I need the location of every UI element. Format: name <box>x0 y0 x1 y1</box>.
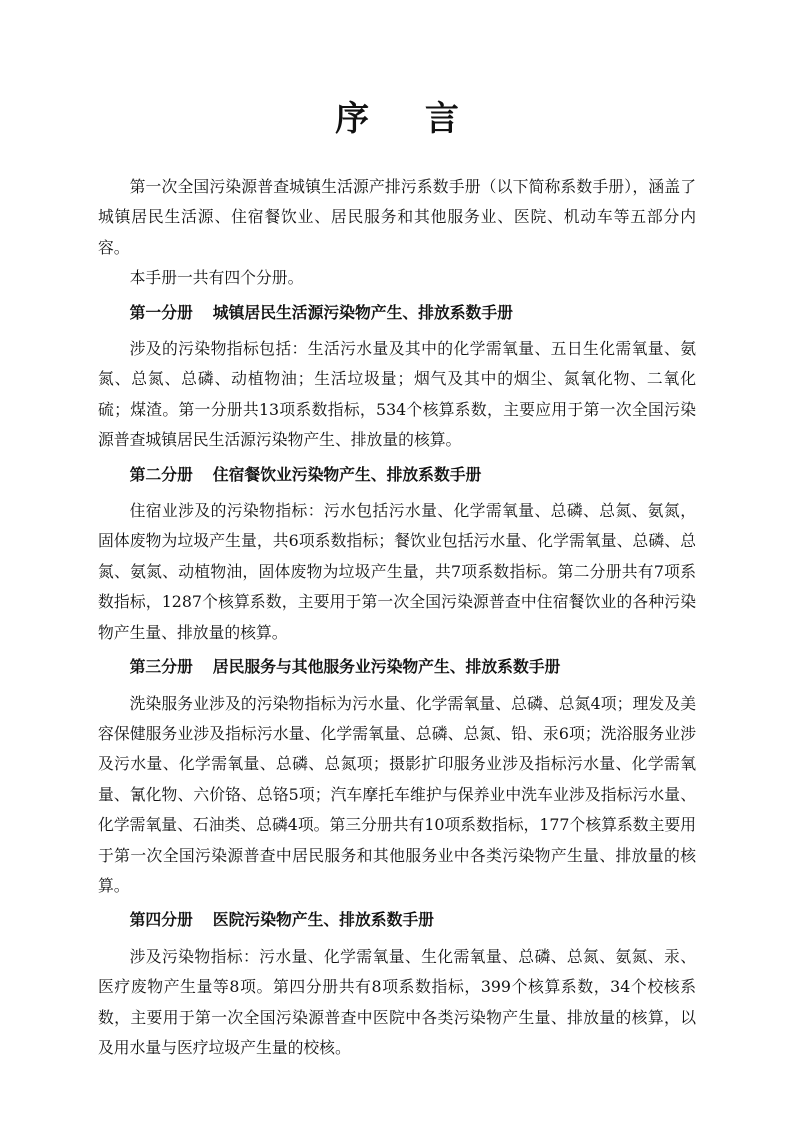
section-heading <box>98 905 696 935</box>
section-body: 洗染服务业涉及的污染物指标为污水量、化学需氧量、总磷、总氮4项；理发及美容保健服务业涉及指标污水量、化学需氧量、总磷、总氮、铅、汞6项；洗浴服务业涉及污水量、化学需氧量、总磷、总氮项；摄影扩印服务业涉及指标污水量、化学需氧量、氰化物、六价铬、总铬5项；汽车摩托车维护与保养业中洗车业涉及指标污水量、化学需氧量、石油类、总磷4项。第三分册共有10项系数指标，177个核算系数主要用于第一次全国污染源普查中居民服务和其他服务业中各类污染物产生量、排放量的核算。 <box>98 693 696 895</box>
section-body: 涉及的污染物指标包括：生活污水量及其中的化学需氧量、五日生化需氧量、氨氮、总氮、总磷、动植物油；生活垃圾量；烟气及其中的烟尘、氮氧化物、二氧化硫；煤渣。第一分册共13项系数指标，534个核算系数，主要应用于第一次全国污染源普查城镇居民生活源污染物产生、排放量的核算。 <box>98 339 696 450</box>
section-volume-3 <box>98 652 696 901</box>
section-heading <box>98 652 696 682</box>
intro-paragraph: 第一次全国污染源普查城镇生活源产排污系数手册（以下简称系数手册），涵盖了城镇居民生活源、住宿餐饮业、居民服务和其他服务业、医院、机动车等五部分内容。 <box>98 177 696 257</box>
section-number: 第二分册 <box>129 464 193 484</box>
section-heading <box>98 460 696 490</box>
intro-volume-count: 本手册一共有四个分册。 <box>129 268 304 288</box>
section-title: 居民服务与其他服务业污染物产生、排放系数手册 <box>212 657 561 677</box>
section-volume-4 <box>98 905 696 1063</box>
section-heading <box>98 298 696 328</box>
section-volume-1 <box>98 298 696 456</box>
section-body: 住宿业涉及的污染物指标：污水包括污水量、化学需氧量、总磷、总氮、氨氮，固体废物为垃圾产生量，共6项系数指标；餐饮业包括污水量、化学需氧量、总磷、总氮、氨氮、动植物油，固体废物为垃圾产生量，共7项系数指标。第二分册共有7项系数指标，1287个核算系数，主要用于第一次全国污染源普查中住宿餐饮业的各种污染物产生量、排放量的核算。 <box>98 501 696 642</box>
page-title: 序 言 <box>335 99 481 139</box>
section-volume-2 <box>98 460 696 648</box>
section-body: 涉及污染物指标：污水量、化学需氧量、生化需氧量、总磷、总氮、氨氮、汞、医疗废物产生量等8项。第四分册共有8项系数指标，399个核算系数，34个校核系数，主要用于第一次全国污染源普查中医院中各类污染物产生量、排放量的核算，以及用水量与医疗垃圾产生量的校核。 <box>98 946 696 1057</box>
section-title: 医院污染物产生、排放系数手册 <box>212 910 434 930</box>
section-title: 城镇居民生活源污染物产生、排放系数手册 <box>212 302 513 322</box>
section-number: 第四分册 <box>129 910 193 930</box>
section-number: 第一分册 <box>129 302 193 322</box>
section-number: 第三分册 <box>129 657 193 677</box>
section-title: 住宿餐饮业污染物产生、排放系数手册 <box>212 464 482 484</box>
document-page <box>98 92 696 1065</box>
